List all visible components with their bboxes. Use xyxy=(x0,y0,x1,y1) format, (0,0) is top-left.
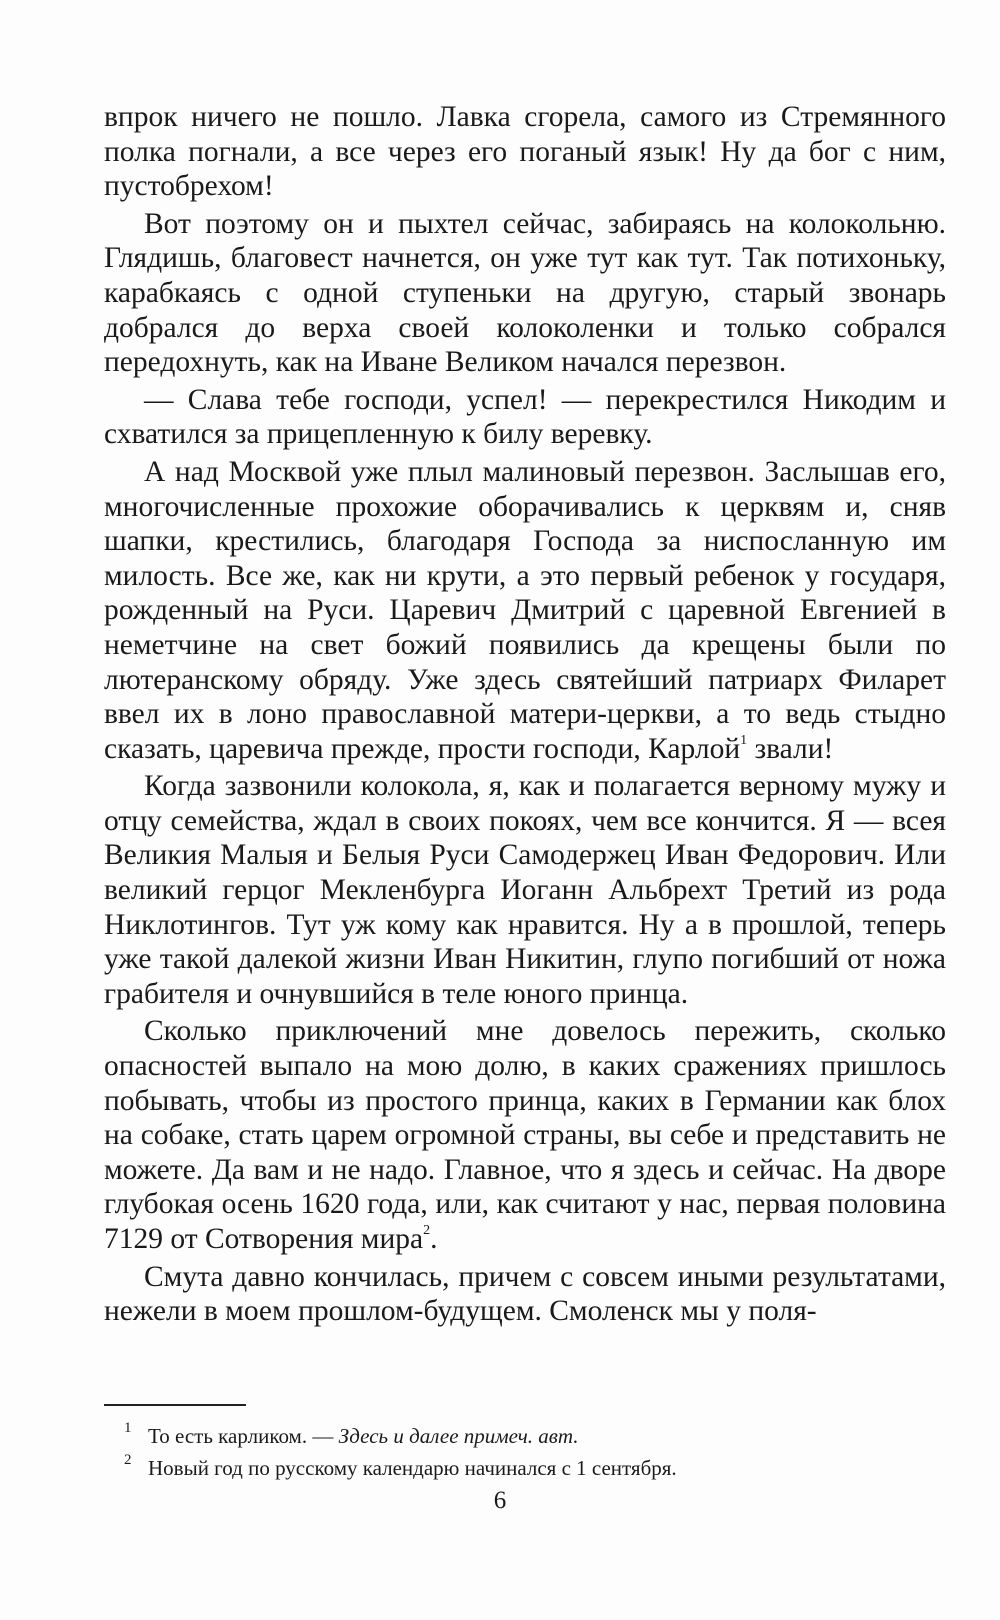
paragraph-text: Сколько приключений мне довелось пережить, сколько опасностей выпало на мою долю, в каких сражениях пришлось побывать, чтобы из простого принца, каких в Германии как блох на собаке, стать царем огромной страны, вы себе и представить не можете. Да вам и не надо. Главное, что я здесь и сейчас. На дворе глубокая осень 1620 года, или, как считают у нас, первая половина 7129 от Сотворения мира xyxy=(104,1015,946,1255)
footnote-text xyxy=(148,1424,579,1448)
footnote-italic-text: Здесь и далее примеч. авт. xyxy=(338,1424,579,1448)
paragraph-4 xyxy=(104,455,946,766)
paragraph-text: впрок ничего не пошло. Лавка сгорела, самого из Стремянного полка погнали, а все через его поганый язык! Ну да бог с ним, пустобрехом! xyxy=(104,101,946,203)
paragraph-text-tail: звали! xyxy=(747,732,834,765)
footnote-1 xyxy=(104,1420,946,1452)
footnote-plain-text: То есть карликом. — xyxy=(148,1424,339,1448)
paragraph-text: Вот поэтому он и пыхтел сейчас, забираясь на колокольню. Глядишь, благовест начнется, он уже тут как тут. Так потихоньку, карабкаясь с одной ступеньки на другую, старый звонарь добрался до верха своей колоколенки и только собрался передохнуть, как на Иване Великом начался перезвон. xyxy=(104,207,946,379)
footnote-number: 2 xyxy=(124,1452,132,1468)
paragraph-3-dialogue xyxy=(104,383,946,452)
footnote-plain-text: Новый год по русскому календарю начинался с 1 сентября. xyxy=(148,1456,677,1480)
paragraph-6 xyxy=(104,1014,946,1256)
paragraph-2 xyxy=(104,207,946,380)
paragraph-text-tail: . xyxy=(430,1223,438,1255)
page-number: 6 xyxy=(493,1487,507,1514)
main-text xyxy=(104,100,946,1329)
paragraph-5 xyxy=(104,769,946,1011)
footnote-2 xyxy=(104,1452,946,1484)
paragraph-text: — Слава тебе господи, успел! — перекрестился Никодим и схватился за прицепленную к билу веревку. xyxy=(104,383,946,451)
footnote-number: 1 xyxy=(124,1420,132,1436)
footnote-text xyxy=(148,1456,677,1480)
footnotes xyxy=(104,1420,946,1484)
paragraph-1 xyxy=(104,100,946,204)
paragraph-text: Смута давно кончилась, причем с совсем иными результатами, нежели в моем прошлом-будущем. Смоленск мы у поля- xyxy=(104,1260,946,1328)
paragraph-7 xyxy=(104,1260,946,1329)
paragraph-text: Когда зазвонили колокола, я, как и полагается верному мужу и отцу семейства, ждал в своих покоях, чем все кончится. Я — всея Великия Малыя и Белыя Руси Самодержец Иван Федорович. Или великий герцог Мекленбурга Иоганн Альбрехт Третий из рода Никлотингов. Тут уж кому как нравится. Ну а в прошлой, теперь уже такой далекой жизни Иван Никитин, глупо погибший от ножа грабителя и очнувшийся в теле юного принца. xyxy=(104,770,946,1010)
footnote-divider xyxy=(104,1404,246,1406)
footnote-reference-2[interactable]: 2 xyxy=(423,1223,431,1238)
paragraph-text: А над Москвой уже плыл малиновый перезвон. Заслышав его, многочисленные прохожие оборачивались к церквям и, сняв шапки, крестились, благодаря Господа за ниспосланную им милость. Все же, как ни крути, а это первый ребенок у государя, рожденный на Руси. Царевич Дмитрий с царевной Евгенией в неметчине на свет божий появились да крещены были по лютеранскому обряду. Уже здесь святейший патриарх Филарет ввел их в лоно православной матери-церкви, а то ведь стыдно сказать, царевича прежде, прости господи, Карлой xyxy=(104,455,946,765)
footnote-reference-1[interactable]: 1 xyxy=(740,732,748,748)
